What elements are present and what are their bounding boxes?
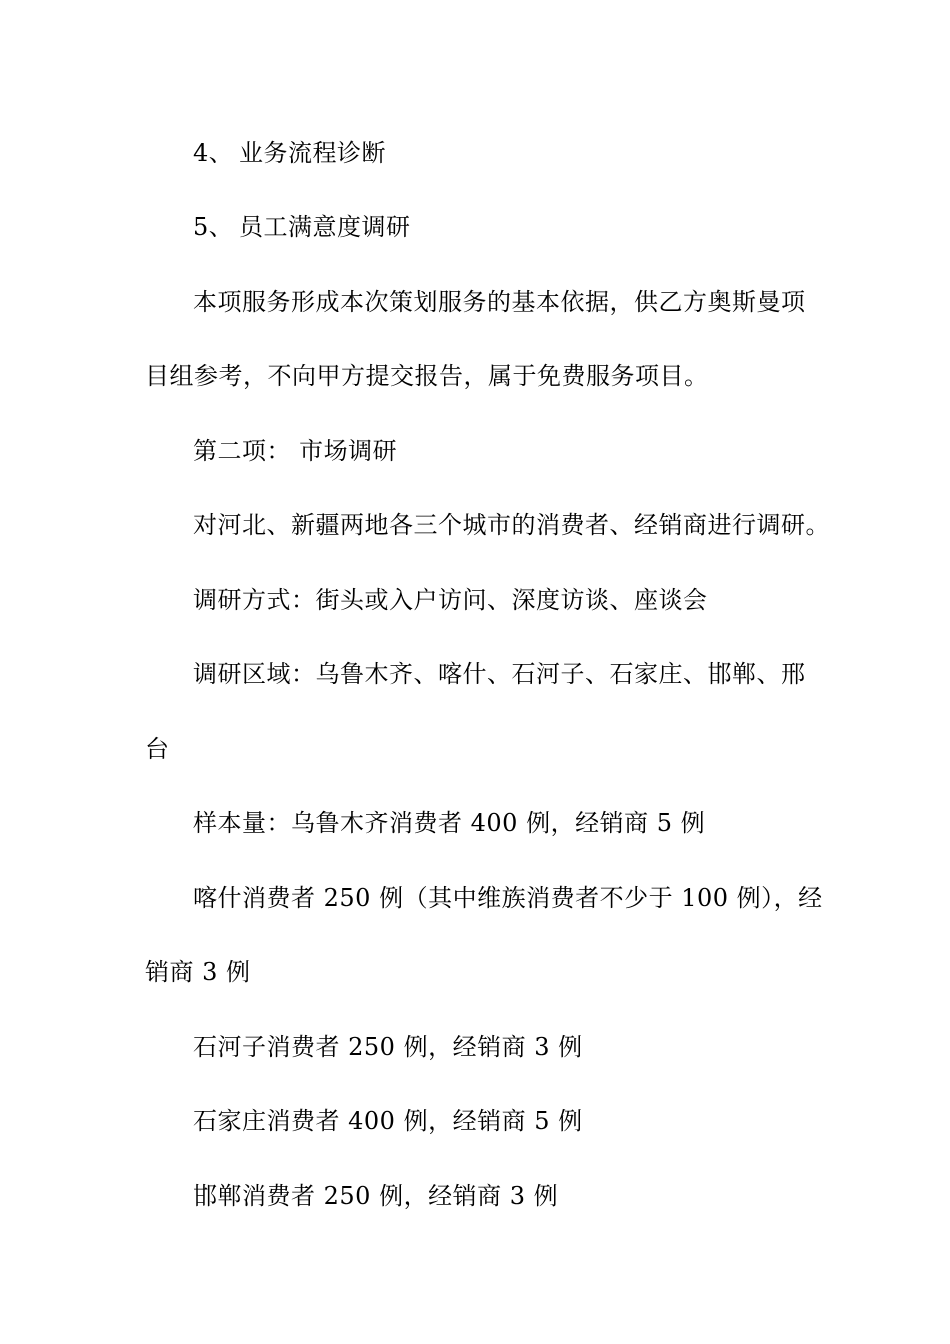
list-number: 5、 <box>193 213 234 241</box>
sample-kashgar-line-2: 销商 3 例 <box>145 958 251 986</box>
paragraph-method: 调研方式：街头或入户访问、深度访谈、座谈会 <box>193 586 708 614</box>
list-item-5 <box>193 212 411 242</box>
sample-shijiazhuang: 石家庄消费者 400 例，经销商 5 例 <box>193 1107 583 1135</box>
list-text: 业务流程诊断 <box>239 139 386 167</box>
sample-urumqi: 样本量：乌鲁木齐消费者 400 例，经销商 5 例 <box>193 809 706 837</box>
list-number: 4、 <box>193 139 234 167</box>
list-text: 员工满意度调研 <box>239 213 411 241</box>
paragraph-service-line-2: 目组参考，不向甲方提交报告，属于免费服务项目。 <box>145 362 709 390</box>
sample-kashgar-line-1: 喀什消费者 250 例（其中维族消费者不少于 100 例），经 <box>193 884 823 912</box>
sample-handan: 邯郸消费者 250 例，经销商 3 例 <box>193 1182 559 1210</box>
paragraph-region-line-1: 调研区域：乌鲁木齐、喀什、石河子、石家庄、邯郸、邢 <box>193 660 806 688</box>
paragraph-service-line-1: 本项服务形成本次策划服务的基本依据，供乙方奥斯曼项 <box>193 288 806 316</box>
paragraph-region-line-2: 台 <box>145 735 170 763</box>
section-heading: 第二项： 市场调研 <box>193 437 398 465</box>
list-item-4 <box>193 138 386 168</box>
paragraph-scope: 对河北、新疆两地各三个城市的消费者、经销商进行调研。 <box>193 511 830 539</box>
sample-shihezi: 石河子消费者 250 例，经销商 3 例 <box>193 1033 583 1061</box>
